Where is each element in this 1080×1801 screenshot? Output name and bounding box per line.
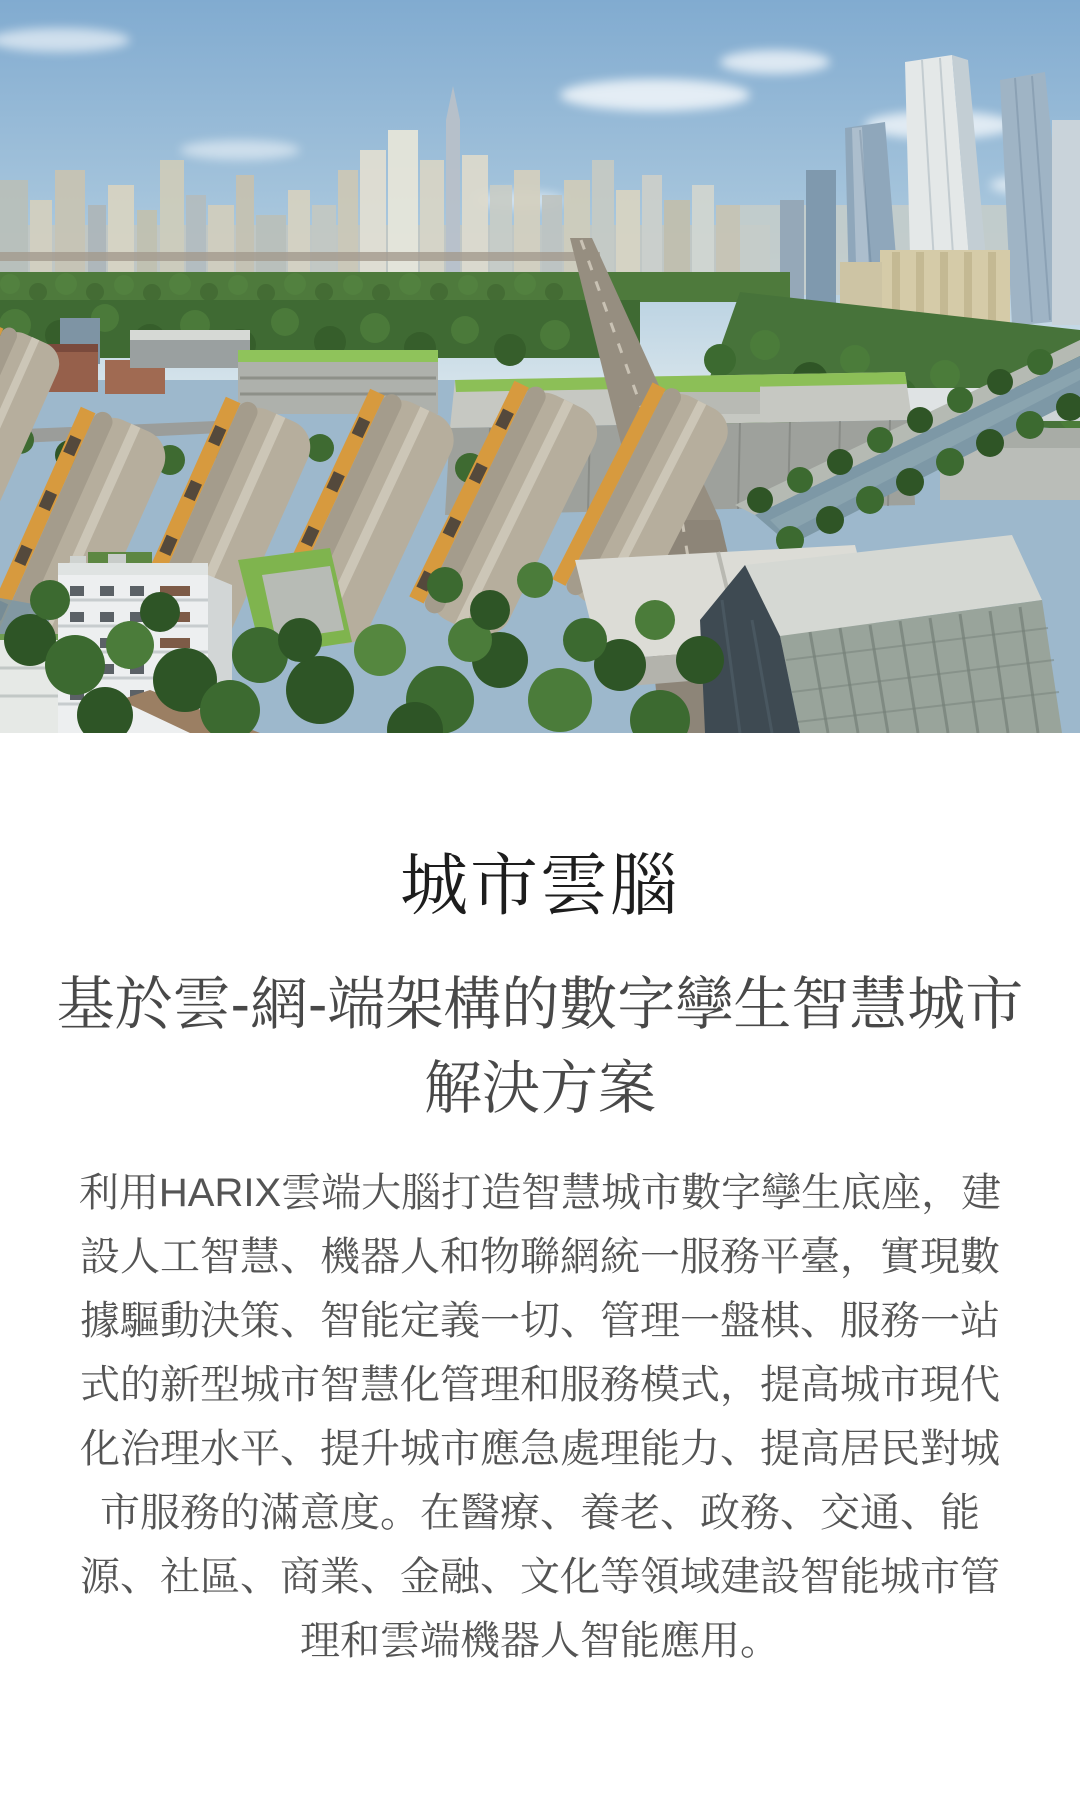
body-paragraph: 利用HARIX雲端大腦打造智慧城市數字孿生底座，建設人工智慧、機器人和物聯網統一服務平臺，實現數據驅動決策、智能定義一切、管理一盤棋、服務一站式的新型城市智慧化管理和服務模式，提高城市現代化治理水平、提升城市應急處理能力、提高居民對城市服務的滿意度。在醫療、養老、政務、交通、能源、社區、商業、金融、文化等領域建設智能城市管理和雲端機器人智能應用。 xyxy=(78,1171,1002,1663)
page-title: 城市雲腦 xyxy=(399,848,680,924)
city-aerial-render-image xyxy=(0,0,1080,733)
content-section xyxy=(0,848,1080,1673)
city-aerial-render-svg xyxy=(0,0,1080,733)
page-subtitle: 基於雲-網-端架構的數字孿生智慧城市解決方案 xyxy=(56,972,1024,1121)
